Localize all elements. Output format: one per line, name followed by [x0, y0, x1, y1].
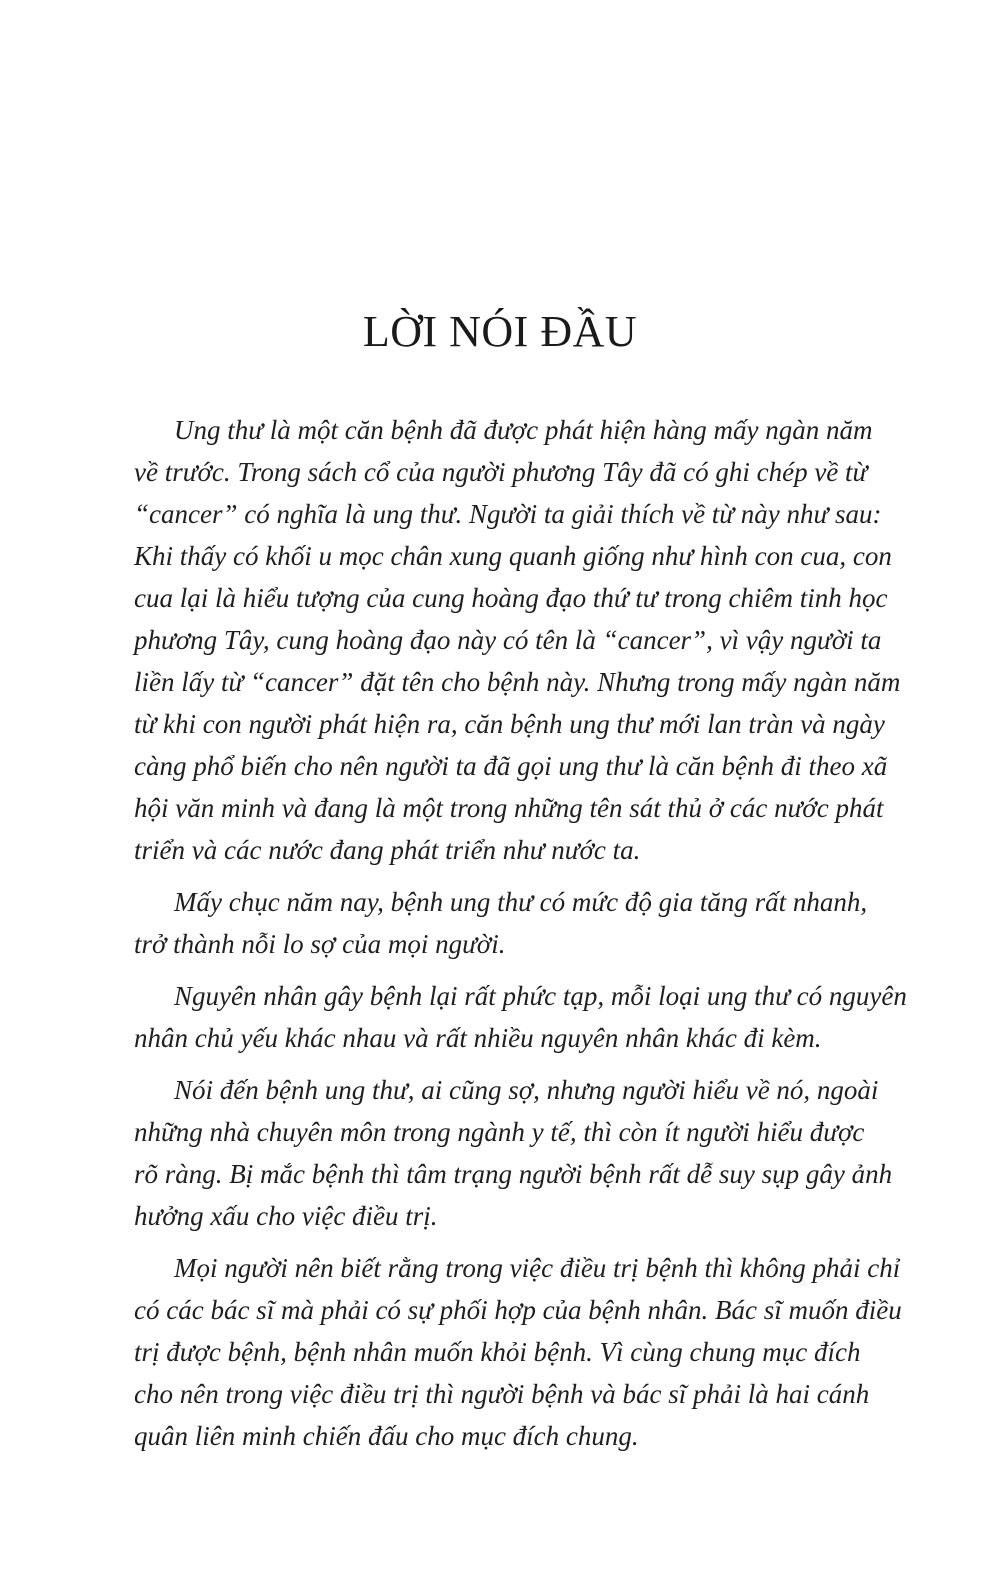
text-line: cua lại là hiểu tượng của cung hoàng đạo thứ tư trong chiêm tinh học — [134, 583, 888, 613]
text-line: về trước. Trong sách cổ của người phương Tây đã có ghi chép về từ — [134, 457, 868, 487]
text-line: liền lấy từ “cancer” đặt tên cho bệnh này. Nhưng trong mấy ngàn năm — [134, 667, 901, 697]
text-line: triển và các nước đang phát triển như nước ta. — [134, 835, 641, 865]
text-line: Nói đến bệnh ung thư, ai cũng sợ, nhưng người hiểu về nó, ngoài — [174, 1075, 879, 1105]
paragraph-5 — [134, 1247, 902, 1457]
paragraph-4 — [134, 1069, 893, 1237]
paragraph-2 — [134, 881, 868, 965]
preface-body — [134, 409, 907, 1467]
text-line: “cancer” có nghĩa là ung thư. Người ta giải thích về từ này như sau: — [134, 499, 882, 529]
paragraph-1 — [134, 409, 901, 871]
text-line: rõ ràng. Bị mắc bệnh thì tâm trạng người bệnh rất dễ suy sụp gây ảnh — [134, 1159, 893, 1189]
text-line: trở thành nỗi lo sợ của mọi người. — [134, 929, 506, 959]
text-line: hưởng xấu cho việc điều trị. — [134, 1201, 438, 1231]
text-line: từ khi con người phát hiện ra, căn bệnh ung thư mới lan tràn và ngày — [134, 709, 885, 739]
text-line: càng phổ biến cho nên người ta đã gọi ung thư là căn bệnh đi theo xã — [134, 751, 888, 781]
text-line: Nguyên nhân gây bệnh lại rất phức tạp, mỗi loại ung thư có nguyên — [174, 981, 907, 1011]
text-line: quân liên minh chiến đấu cho mục đích chung. — [134, 1421, 639, 1451]
page-title: LỜI NÓI ĐẦU — [362, 307, 638, 356]
text-line: những nhà chuyên môn trong ngành y tế, thì còn ít người hiểu được — [134, 1117, 865, 1147]
paragraph-3 — [134, 975, 907, 1059]
text-line: cho nên trong việc điều trị thì người bệnh và bác sĩ phải là hai cánh — [134, 1379, 870, 1409]
text-line: có các bác sĩ mà phải có sự phối hợp của bệnh nhân. Bác sĩ muốn điều — [134, 1295, 902, 1325]
text-line: hội văn minh và đang là một trong những tên sát thủ ở các nước phát — [134, 793, 884, 823]
text-line: nhân chủ yếu khác nhau và rất nhiều nguyên nhân khác đi kèm. — [134, 1023, 822, 1053]
text-line: phương Tây, cung hoàng đạo này có tên là “cancer”, vì vậy người ta — [134, 625, 882, 655]
text-line: trị được bệnh, bệnh nhân muốn khỏi bệnh. Vì cùng chung mục đích — [134, 1337, 861, 1367]
text-line: Mọi người nên biết rằng trong việc điều trị bệnh thì không phải chỉ — [174, 1253, 901, 1283]
text-line: Khi thấy có khối u mọc chân xung quanh giống như hình con cua, con — [134, 541, 892, 571]
text-line: Mấy chục năm nay, bệnh ung thư có mức độ gia tăng rất nhanh, — [174, 887, 868, 917]
text-line: Ung thư là một căn bệnh đã được phát hiện hàng mấy ngàn năm — [174, 415, 873, 445]
